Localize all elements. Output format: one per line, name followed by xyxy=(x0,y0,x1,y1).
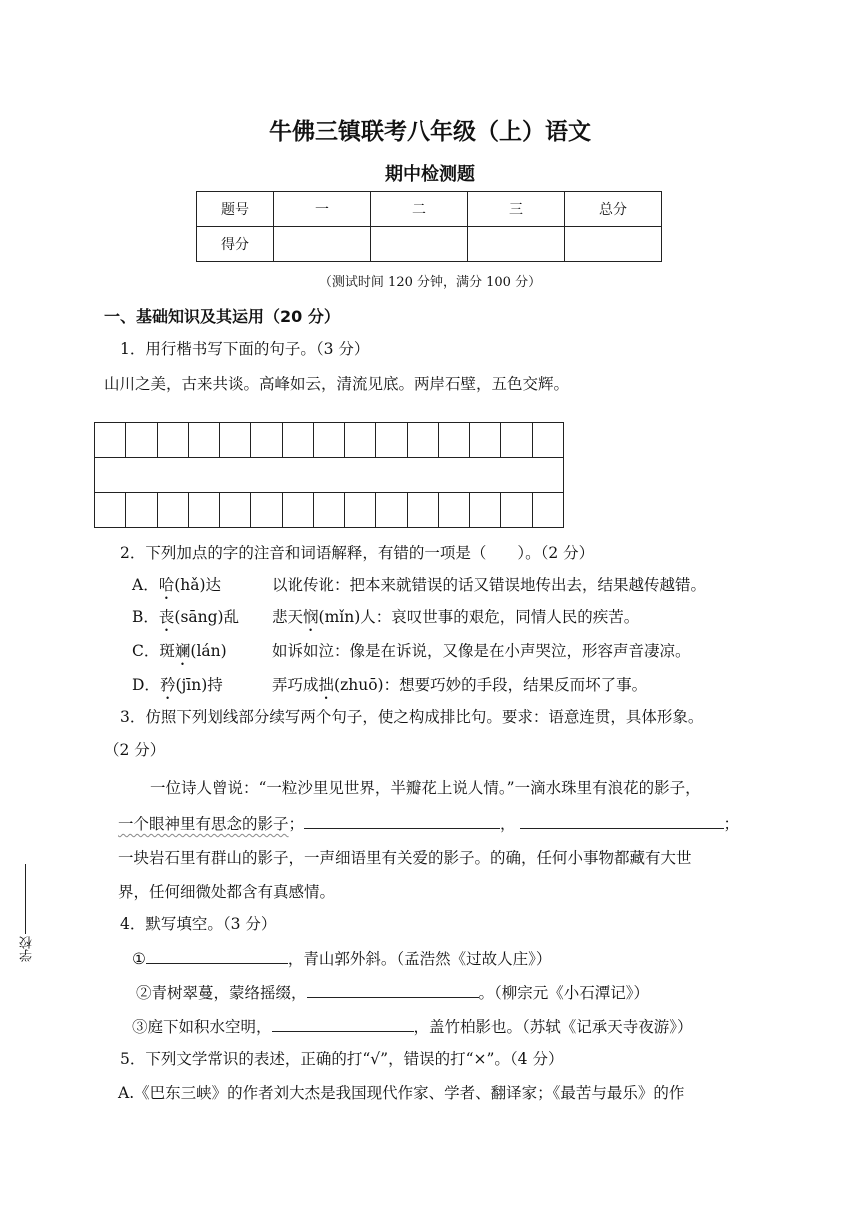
q4-answer-blank-3[interactable] xyxy=(272,1017,414,1032)
q4-item-1: ① ，青山郭外斜。（孟浩然《过故人庄》） xyxy=(132,950,552,968)
score-table-score-row xyxy=(197,227,662,262)
score-table-header-row xyxy=(197,192,662,227)
score-header-cell: 总分 xyxy=(565,192,662,227)
score-cell[interactable] xyxy=(468,227,565,262)
q1-text: 山川之美，古来共谈。高峰如云，清流见底。两岸石壁，五色交辉。 xyxy=(104,375,570,393)
q2-option-c: C．斑斓(lán) xyxy=(132,642,227,660)
q3-answer-blank-2[interactable] xyxy=(520,814,724,829)
q4-item-3: ③庭下如积水空明， ，盖竹柏影也。（苏轼《记承天寺夜游》） xyxy=(132,1018,693,1036)
section-heading: 一、基础知识及其运用（20 分） xyxy=(104,307,340,326)
q2-option-b: B．丧(sāng)乱 xyxy=(132,608,240,626)
q2-option-b-explanation: 悲天悯(mǐn)人：哀叹世事的艰危，同情人民的疾苦。 xyxy=(272,608,640,626)
q1-prompt: 1．用行楷书写下面的句子。（3 分） xyxy=(120,340,370,358)
q3-passage-line-4: 界，任何细微处都含有真感情。 xyxy=(118,883,336,901)
q3-answer-blank-1[interactable] xyxy=(304,814,500,829)
q4-answer-blank-1[interactable] xyxy=(146,949,288,964)
writing-grid[interactable] xyxy=(94,422,564,528)
exam-note: （测试时间 120 分钟，满分 100 分） xyxy=(318,275,542,290)
q3-prompt-tail: （2 分） xyxy=(104,741,166,759)
q4-answer-blank-2[interactable] xyxy=(307,983,479,998)
score-table xyxy=(196,191,662,262)
school-fill-line[interactable] xyxy=(25,864,26,934)
q2-option-d-explanation: 弄巧成拙(zhuō)：想要巧妙的手段，结果反而坏了事。 xyxy=(272,676,648,694)
score-header-cell: 一 xyxy=(274,192,371,227)
q4-prompt: 4．默写填空。（3 分） xyxy=(120,915,277,933)
writing-grid-row-top xyxy=(95,423,563,457)
q4-item-2: ②青树翠蔓，蒙络摇缀， 。（柳宗元《小石潭记》） xyxy=(136,984,650,1002)
q3-passage-line-1: 一位诗人曾说：“一粒沙里见世界，半瓣花上说人情。”一滴水珠里有浪花的影子， xyxy=(150,779,701,797)
q5-prompt: 5．下列文学常识的表述，正确的打“√”，错误的打“×”。（4 分） xyxy=(120,1050,564,1068)
q2-option-c-explanation: 如诉如泣：像是在诉说，又像是在小声哭泣，形容声音凄凉。 xyxy=(272,642,691,660)
score-header-cell: 题号 xyxy=(197,192,274,227)
exam-subtitle: 期中检测题 xyxy=(385,164,475,185)
binding-margin xyxy=(12,864,35,964)
exam-title: 牛佛三镇联考八年级（上）语文 xyxy=(269,119,591,145)
q2-option-a-explanation: 以讹传讹：把本来就错误的话又错误地传出去，结果越传越错。 xyxy=(272,576,707,594)
writing-grid-row-bottom xyxy=(95,493,563,527)
q2-option-d: D．矜(jīn)持 xyxy=(132,676,223,694)
q2-prompt: 2．下列加点的字的注音和词语解释，有错的一项是（ ）。（2 分） xyxy=(120,544,595,562)
score-header-cell: 二 xyxy=(371,192,468,227)
school-label: 学校 xyxy=(20,936,35,962)
score-cell[interactable] xyxy=(371,227,468,262)
score-cell[interactable] xyxy=(274,227,371,262)
writing-grid-gap xyxy=(95,457,563,493)
q3-prompt: 3．仿照下列划线部分续写两个句子，使之构成排比句。要求：语意连贯，具体形象。 xyxy=(120,708,704,726)
score-header-cell: 三 xyxy=(468,192,565,227)
q3-passage-line-3: 一块岩石里有群山的影子，一声细语里有关爱的影子。的确，任何小事物都藏有大世 xyxy=(118,849,692,867)
q3-passage-line-2: 一个眼神里有思念的影子； ， ； xyxy=(118,815,740,833)
score-cell[interactable] xyxy=(565,227,662,262)
q2-option-a: A．哈(hǎ)达 xyxy=(132,576,222,594)
score-row-label: 得分 xyxy=(197,227,274,262)
q5-option-a: A.《巴东三峡》的作者刘大杰是我国现代作家、学者、翻译家；《最苦与最乐》的作 xyxy=(118,1084,685,1102)
